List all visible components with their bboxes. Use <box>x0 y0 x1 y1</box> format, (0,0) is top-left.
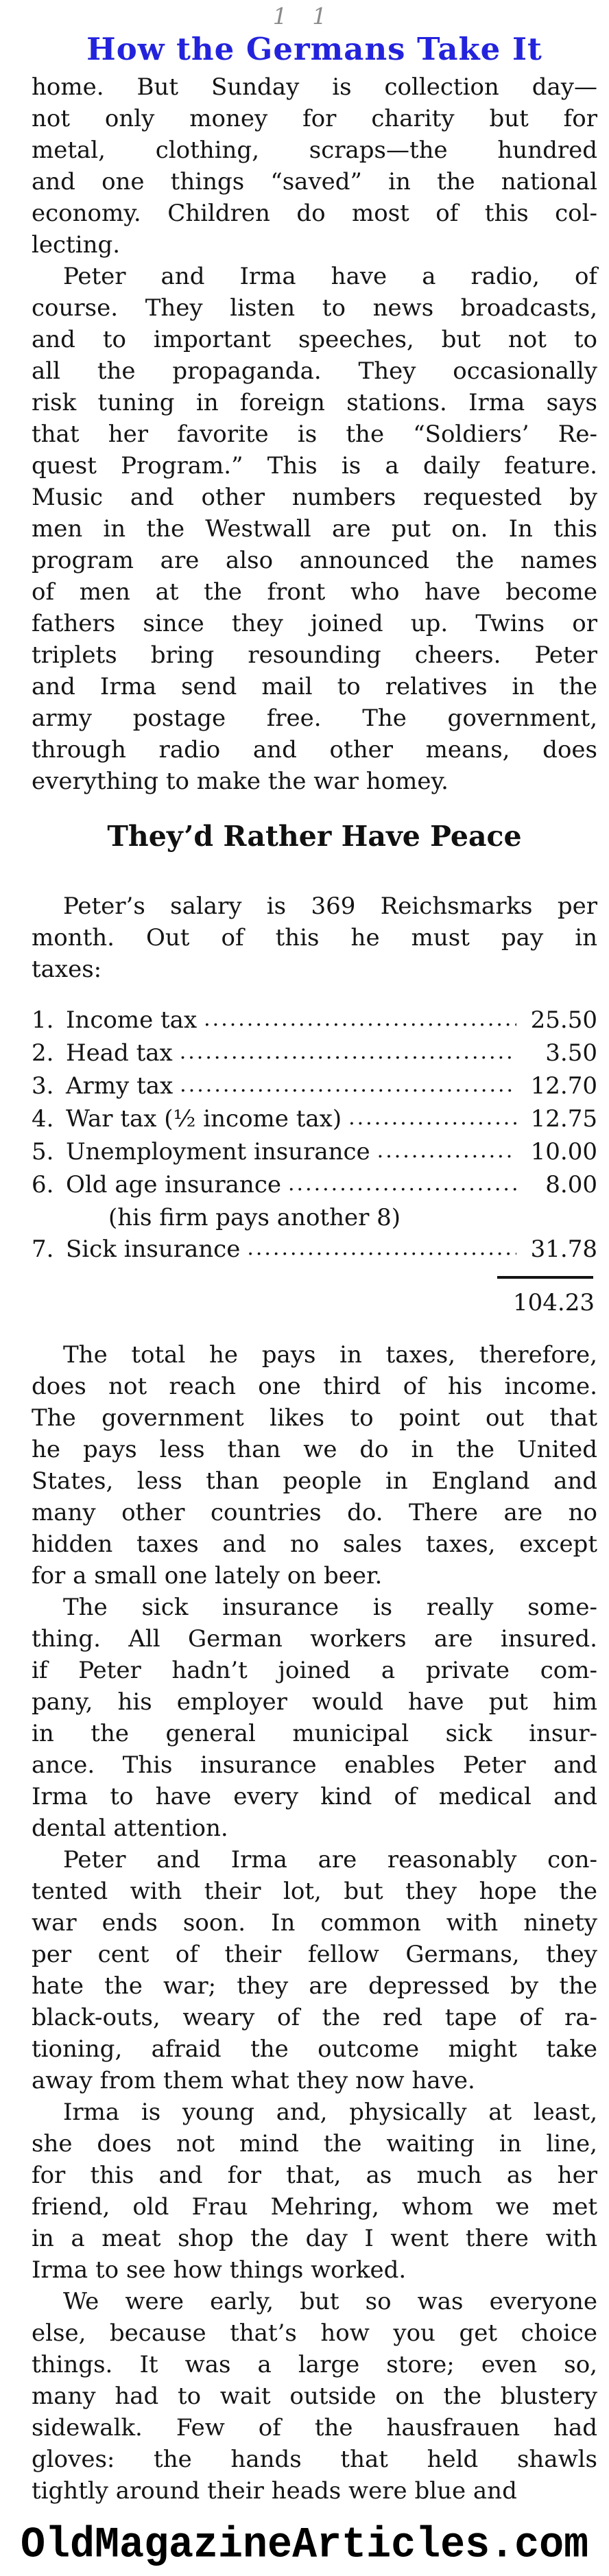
tax-row <box>32 1037 597 1070</box>
text-line: for this and for that, as much as her <box>32 2162 597 2189</box>
dotted-leader <box>377 1135 516 1167</box>
text-line: black-outs, weary of the red tape of ra- <box>32 2004 597 2031</box>
text-line: and one things “saved” in the national <box>32 168 597 196</box>
article-title: How the Germans Take It <box>86 31 542 67</box>
text-line: per cent of their fellow Germans, they <box>32 1941 597 1968</box>
text-line: else, because that’s how you get choice <box>32 2319 597 2347</box>
text-line: many had to wait outside on the blustery <box>32 2383 597 2410</box>
text-line: he pays less than we do in the United <box>32 1436 597 1463</box>
text-line: The government likes to point out that <box>32 1404 597 1432</box>
tax-total: 104.23 <box>513 1289 595 1316</box>
paragraph <box>32 890 597 985</box>
text-line: in a meat shop the day I went there with <box>32 2225 597 2252</box>
text-line: home. But Sunday is collection day— <box>32 73 597 101</box>
text-line: Irma to have every kind of medical and <box>32 1783 597 1810</box>
text-line: ance. This insurance enables Peter and <box>32 1751 597 1779</box>
dotted-leader <box>204 1004 516 1035</box>
paragraph <box>32 261 597 797</box>
text-line: tented with their lot, but they hope the <box>32 1878 597 1905</box>
text-line: and to important speeches, but not to <box>32 326 597 353</box>
tax-row-amount: 8.00 <box>545 1171 597 1198</box>
text-line: The total he pays in taxes, therefore, <box>63 1341 597 1369</box>
text-line: things. It was a large store; even so, <box>32 2351 597 2378</box>
dotted-leader <box>247 1233 516 1264</box>
tax-row-number: 4. <box>32 1105 54 1133</box>
text-line: triplets bring resounding cheers. Peter <box>32 641 597 669</box>
text-line: Irma to see how things worked. <box>32 2256 407 2284</box>
tax-row <box>32 1169 597 1202</box>
text-line: friend, old Frau Mehring, whom we met <box>32 2193 597 2221</box>
tax-row-amount: 25.50 <box>530 1006 597 1034</box>
text-line: sidewalk. Few of the hausfrauen had <box>32 2414 597 2442</box>
page-number: 1 1 <box>272 3 336 29</box>
tax-row <box>32 1103 597 1136</box>
text-line: taxes: <box>32 956 102 983</box>
tax-row-amount: 31.78 <box>530 1236 597 1263</box>
tax-row <box>32 1070 597 1103</box>
dotted-leader <box>180 1037 516 1068</box>
text-line: not only money for charity but for <box>32 105 597 132</box>
tax-row-amount: 12.75 <box>530 1105 597 1133</box>
text-line: The sick insurance is really some- <box>63 1594 597 1621</box>
text-line: metal, clothing, scraps—the hundred <box>32 137 597 164</box>
text-line: tioning, afraid the outcome might take <box>32 2035 597 2063</box>
section-heading: They’d Rather Have Peace <box>107 820 522 853</box>
text-line: does not reach one third of his income. <box>32 1373 597 1400</box>
paragraph <box>32 1592 597 1844</box>
tax-row-label: Old age insurance <box>66 1171 281 1198</box>
tax-row-label: Unemployment insurance <box>66 1138 370 1166</box>
tax-row-number: 3. <box>32 1072 54 1100</box>
text-line: Peter and Irma have a radio, of <box>63 263 597 290</box>
text-line: tightly around their heads were blue and <box>32 2477 517 2505</box>
text-line: course. They listen to news broadcasts, <box>32 294 597 322</box>
text-line: quest Program.” This is a daily feature. <box>32 452 597 480</box>
paragraph <box>32 71 597 261</box>
tax-row-label: War tax (½ income tax) <box>66 1105 342 1133</box>
text-line: thing. All German workers are insured. <box>32 1625 597 1653</box>
text-line: everything to make the war homey. <box>32 768 449 795</box>
text-line: for a small one lately on beer. <box>32 1562 383 1590</box>
text-line: Peter’s salary is 369 Reichsmarks per <box>63 893 597 920</box>
text-line: away from them what they now have. <box>32 2067 475 2094</box>
text-line: program are also announced the names <box>32 547 597 574</box>
tax-row-label: Army tax <box>66 1072 174 1100</box>
text-line: Music and other numbers requested by <box>32 484 597 511</box>
paragraph <box>32 2286 597 2507</box>
text-line: pany, his employer would have put him <box>32 1688 597 1716</box>
paragraph <box>32 2096 597 2286</box>
text-line: in the general municipal sick insur- <box>32 1720 597 1747</box>
tax-list <box>32 1004 597 1266</box>
text-line: gloves: the hands that held shawls <box>32 2446 597 2473</box>
text-line: economy. Children do most of this col- <box>32 200 597 227</box>
text-line: month. Out of this he must pay in <box>32 924 597 952</box>
text-line: hate the war; they are depressed by the <box>32 1972 597 2000</box>
text-line: men in the Westwall are put on. In this <box>32 515 597 543</box>
tax-row-number: 6. <box>32 1171 54 1198</box>
tax-row <box>32 1136 597 1169</box>
paragraph <box>32 1339 597 1592</box>
tax-row-amount: 10.00 <box>530 1138 597 1166</box>
dotted-leader <box>180 1070 516 1101</box>
text-line: We were early, but so was everyone <box>63 2288 597 2315</box>
text-line: States, less than people in England and <box>32 1467 597 1495</box>
text-line: if Peter hadn’t joined a private com- <box>32 1657 597 1684</box>
tax-list-note: (his firm pays another 8) <box>108 1204 401 1231</box>
text-line: of men at the front who have become <box>32 578 597 606</box>
text-line: through radio and other means, does <box>32 736 597 764</box>
text-line: fathers since they joined up. Twins or <box>32 610 597 637</box>
text-line: army postage free. The government, <box>32 705 597 732</box>
sum-rule <box>497 1276 593 1279</box>
text-line: hidden taxes and no sales taxes, except <box>32 1531 597 1558</box>
tax-row-label: Sick insurance <box>66 1236 241 1263</box>
dotted-leader <box>348 1102 516 1134</box>
tax-row-label: Head tax <box>66 1039 173 1067</box>
tax-row-number: 1. <box>32 1006 54 1034</box>
text-line: Peter and Irma are reasonably con- <box>63 1846 597 1874</box>
text-line: risk tuning in foreign stations. Irma says <box>32 389 597 416</box>
tax-row-number: 2. <box>32 1039 54 1067</box>
tax-row-label: Income tax <box>66 1006 198 1034</box>
text-line: Irma is young and, physically at least, <box>63 2099 597 2126</box>
paragraph <box>32 1844 597 2096</box>
text-line: lecting. <box>32 231 121 259</box>
article-body <box>32 71 597 2507</box>
dotted-leader <box>288 1168 516 1200</box>
tax-row-number: 7. <box>32 1236 54 1263</box>
text-line: all the propaganda. They occasionally <box>32 357 597 385</box>
tax-row <box>32 1233 597 1266</box>
text-line: war ends soon. In common with ninety <box>32 1909 597 1937</box>
text-line: she does not mind the waiting in line, <box>32 2130 597 2158</box>
tax-row-number: 5. <box>32 1138 54 1166</box>
text-line: many other countries do. There are no <box>32 1499 597 1526</box>
text-line: that her favorite is the “Soldiers’ Re- <box>32 421 597 448</box>
tax-row-amount: 12.70 <box>530 1072 597 1100</box>
tax-row <box>32 1004 597 1037</box>
tax-row-amount: 3.50 <box>545 1039 597 1067</box>
site-watermark: OldMagazineArticles.com <box>21 2520 589 2571</box>
text-line: dental attention. <box>32 1815 228 1842</box>
text-line: and Irma send mail to relatives in the <box>32 673 597 700</box>
